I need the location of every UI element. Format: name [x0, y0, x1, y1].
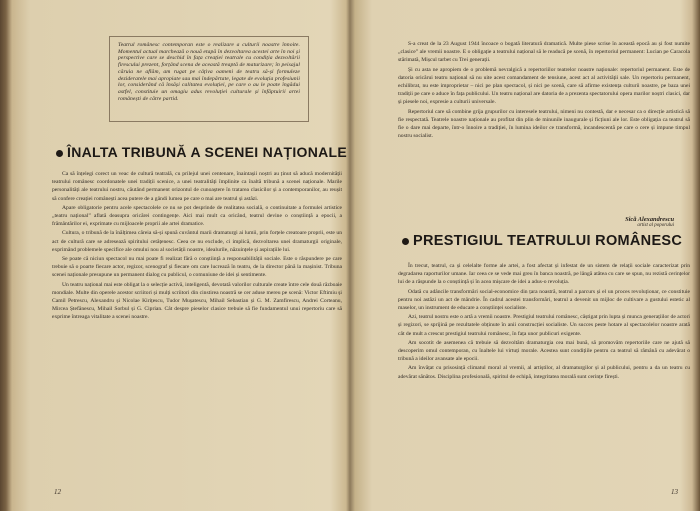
intro-box: Teatrul românesc contemporan este o realizare a culturii noastre înnoite. Momentul actual marchează o nouă etapă în dezvoltarea acestei arte în noi și perspective care se deschid în fața creației teatrale cu condiția dezvoltării firescului prezent, forțând scena de această treaptă de maturizare; în peisajul căruia ne aflăm, am rugat pe câțiva oameni de teatru să-și formuleze dezideratele mai apropiate sau mai îndepărtate, legate de evoluția profesiunii lor, considerând că însăși calitatea evoluției, pe care o au le poate îngădui astfel, constituie un omagiu adus revoluției culturale și înfăptuirii artei românești de către partid. [109, 36, 309, 122]
right-body-bottom [398, 262, 690, 496]
paragraph: Am socotit de asemenea că trebuie să dezvoltăm dramaturgia cea mai bună, să promovăm repertoriile care ne ajută să descoperim omul contemporan, cu înaltele lui virtuți morale. Acestea sunt condițiile pentru ca teatrul să rămână cu adevărat o tribună a ideilor avansate ale epocii. [398, 339, 690, 363]
paragraph: Odată cu adâncile transformări social-economice din țara noastră, teatrul a parcurs și el un proces revoluționar, ce constituie pentru noi astăzi un act de mândrie. În cadrul acestei transformări, teatrul a devenit un mijloc de cultivare a gustului estetic al maselor, un instrument de educare a conștiinței socialiste. [398, 288, 690, 312]
paragraph: Azi, teatrul nostru este o artă a vremii noastre. Prestigiul teatrului românesc, câștigat prin lupta și munca generațiilor de actori și regizori, se sprijină pe rezultatele obținute în anii construcției socialiste. Un succes peste hotare al spectacolelor noastre arată cât de mult a crescut prestigiul teatrului românesc, în fața unor publicuri exigente. [398, 314, 690, 337]
right-body-top [398, 40, 690, 212]
bullet-icon [56, 150, 63, 157]
paragraph: Și cu asta ne apropiem de o problemă nevralgică a repertoriilor teatrelor noastre naționale: repertoriul permanent. Este de datoria oricărui teatru național să nu uite acest comandament de tensiune, acest act al activității sale. Un repertoriu permanent, echilibrat, nu este improprietar – nici pe plan spectacol, și nici pe scenă, care să afirme existența culturii noastre, pe baza unei tradiții pe care o aduce în fața publicului. Un teatru național are datoria de a prezenta spectatorului opera marilor noștri clasici, dar și piesele noi, expresie a culturii universale. [398, 66, 690, 106]
right-heading-text: PRESTIGIUL TEATRULUI ROMÂNESC [413, 233, 683, 249]
left-page [14, 0, 348, 511]
left-heading-text: ÎNALTA TRIBUNĂ A SCENEI NAȚIONALE [67, 144, 348, 160]
paragraph: Se poate că niciun spectacol nu mai poate fi realizat fără o conștiință a responsabilității sociale. Este o răspundere pe care trebuie să o poarte fiecare actor, regizor, scenograf și fiecare om care lucrează în teatru, de la director până la mașinist. Tribuna scenei naționale presupune un permanent dialog cu publicul, o comuniune de idei și sentimente. [52, 256, 342, 279]
author-title: artist al poporului [637, 223, 674, 228]
paragraph: Un teatru național mai este obligat la o selecție activă, inteligentă, devotată valorilor culturale create între cele două războaie mondiale. Multe din operele acestor scriitori și mulți scriitori din cinstirea noastră se cer aduse mereu pe scenă: Victor Eftimiu și Camil Petrescu, Alexandru și Nicolae Kirițescu, Tudor Mușatescu, Mihail Sebastian și G. M. Zamfirescu, Andrei Corteanu, Mircea Ștefănescu, Mihail Sorbul și G. Ciprian. Cât despre pieselor clasice trebuie să fie fundamentul unui repertoriu care să exprime întreaga vitalitate a scenei noastre. [52, 281, 342, 321]
paragraph: Repertoriul care să combine grija grupurilor cu interesele teatrului, nimeni nu contestă, dar e necesar ca o direcție artistică să fie respectată. Teatrele noastre naționale au profitat din plin de minunile inaugurale și ficțiuni ale lor. Este obligația ca teatrul să fie o dare mai departe, într-o înnoire a tradiției, în lumina ideilor ce transformă, incandescentă pe care o cere și impune timpul nostru socialist. [398, 108, 690, 140]
left-heading [56, 144, 347, 160]
paragraph: În trecut, teatrul, ca și celelalte forme ale artei, a fost afectat și infestat de un sistem de relații sociale caracterizat prin degradarea raporturilor umane. Iar ceea ce se vede mai greu în banca noastră, pe lângă atâtea cu care se spun, nu rezistă cerințelor lui de a răspunde la o conștiință și în acea mișcare de idei a adus-o revoluția. [398, 263, 690, 286]
paragraph: Ca să înțelegi corect un veac de cultură teatrală, cu prilejul unei centenare, înaintașii noștri au ținut să aducă modernității teatrului românesc coordonatele unei tradiții scenice, a unei teatralități împlinite ca înaltă tribună a scenei naționale. Marile personalități ale teatrului nostru, căutând permanent orizontul de cunoaștere în tratarea clasicilor și a contemporanilor, au reușit să confere creației românești acea putere de a gândi lumea pe care o mai are teatrul și astăzi. [52, 171, 342, 202]
right-page [356, 0, 690, 511]
page-number-right: 13 [671, 488, 678, 496]
left-body [52, 170, 342, 489]
page-number-left: 12 [54, 488, 61, 496]
right-heading [402, 233, 682, 249]
author-signature [625, 216, 674, 228]
paragraph: S-a creat de la 23 August 1944 încoace o bogată literatură dramatică. Multe piese scrise în această epocă au și fost numite „clasice” ale vremii noastre. E o obligație a teatrului național să le readucă pe scenă, în repertoriul permanent: Lucian pe Caracola stărimată, Mișcul tarbet cu Trei generații. [398, 41, 690, 64]
author-name: Sică Alexandrescu [625, 216, 674, 223]
bullet-icon [402, 238, 409, 245]
paragraph: Am învățat cu prisosință climatul moral al vremii, al artiștilor, al dramaturgilor și al publicului, pentru a da un teatru cu adevărat sănătos. Disciplina profesională, spiritul de echipă, integritatea morală sunt cerințe firești. [398, 365, 690, 380]
paragraph: Apare obligatorie pentru acele spectacolele ce nu se pot desprinde de realitatea socială, o continuitate a formulei artistice „teatru național” aflată deasupra oricărei contingențe. Aici mai mult ca oricând, teatrul devine o conștiință a epocii, a frământărilor ei, exprimate cu mijloacele proprii ale artei dramatice. [52, 204, 342, 228]
paragraph: Cultura, o tribună de la înălțimea căreia să-și spună cuvântul marii dramaturgi ai lumii, prin forțele creatoare proprii, este un act de cultură care se adresează spiritului cetățenesc. Ceea ce nu exclude, ci implică, dezvoltarea unei dramaturgii originale, exprimând problemele specifice ale omului nou al societății noastre, idealurile, năzuințele și aspirațiile lui. [52, 230, 342, 253]
